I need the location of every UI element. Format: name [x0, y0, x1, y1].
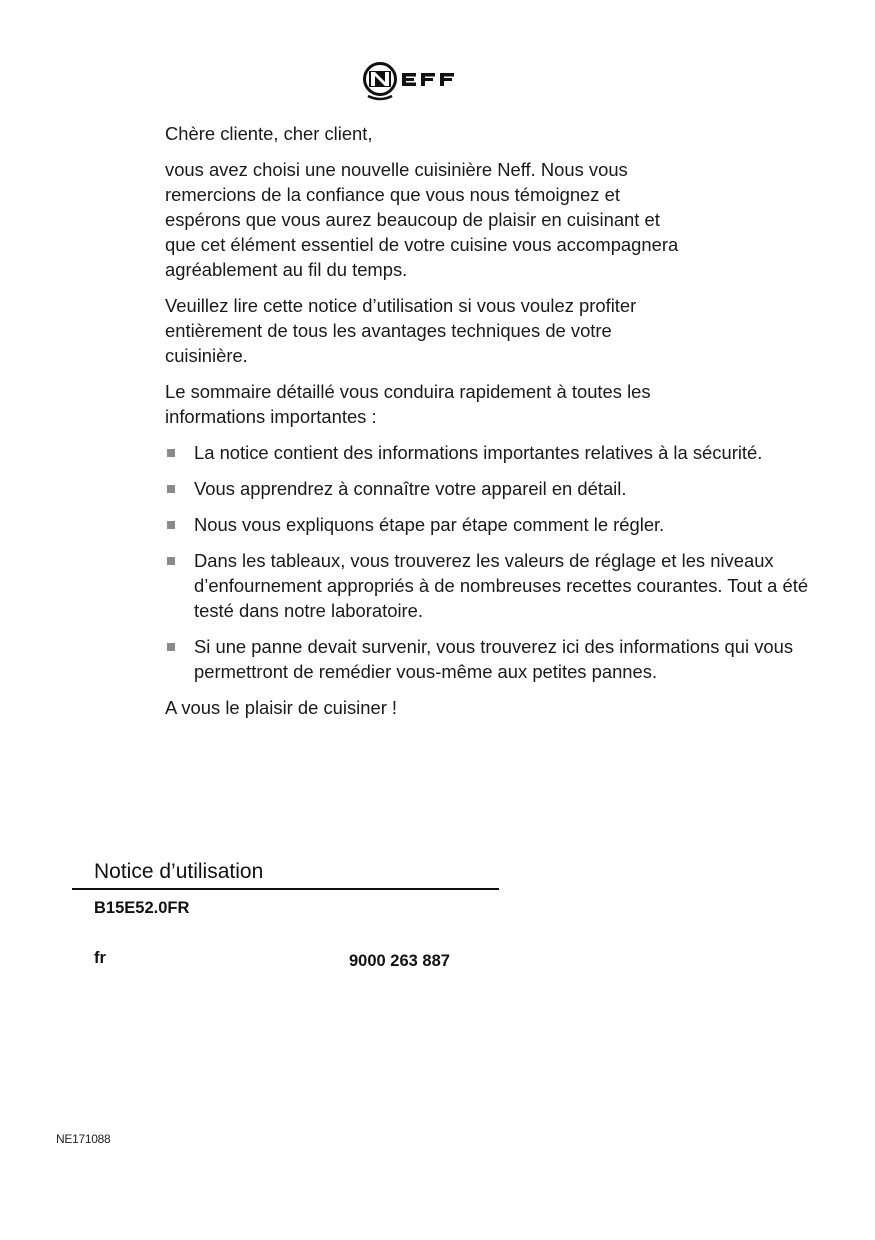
greeting: Chère cliente, cher client,: [165, 123, 373, 144]
square-bullet-icon: [167, 521, 175, 529]
notice-title: Notice d’utilisation: [94, 860, 264, 883]
letter-body: [165, 121, 845, 731]
list-item-text: La notice contient des informations importantes relatives à la sécurité.: [194, 442, 763, 463]
summary-paragraph: Le sommaire détaillé vous conduira rapidement à toutes les informations importantes :: [165, 381, 651, 427]
list-item-text: Dans les tableaux, vous trouverez les valeurs de réglage et les niveaux d’enfournement appropriés à de nombreuses recettes courantes. Tout a été testé dans notre laboratoire.: [194, 550, 809, 621]
square-bullet-icon: [167, 643, 175, 651]
language-code: fr: [94, 949, 106, 967]
list-item: [165, 512, 845, 537]
square-bullet-icon: [167, 485, 175, 493]
list-item: [165, 440, 845, 465]
square-bullet-icon: [167, 557, 175, 565]
list-item-text: Vous apprendrez à connaître votre appareil en détail.: [194, 478, 627, 499]
list-item-text: Nous vous expliquons étape par étape comment le régler.: [194, 514, 665, 535]
list-item: [165, 634, 819, 684]
model-number: B15E52.0FR: [94, 899, 190, 917]
read-notice-paragraph: Veuillez lire cette notice d’utilisation si vous voulez profiter entièrement de tous les avantages techniques de votre cuisinière.: [165, 295, 637, 366]
list-item: [165, 548, 819, 623]
intro-paragraph: vous avez choisi une nouvelle cuisinière Neff. Nous vous remercions de la confiance que vous nous témoignez et espérons que vous aurez beaucoup de plaisir en cuisinant et que cet élément essentiel de votre cuisine vous accompagnera agréablement au fil du temps.: [165, 159, 679, 280]
list-item-text: Si une panne devait survenir, vous trouverez ici des informations qui vous permettront de remédier vous-même aux petites pannes.: [194, 636, 794, 682]
part-number: 9000 263 887: [349, 952, 450, 970]
document-reference: NE171088: [56, 1132, 111, 1146]
square-bullet-icon: [167, 449, 175, 457]
bullet-list: [165, 440, 845, 684]
neff-logo-mark: [360, 62, 490, 102]
list-item: [165, 476, 845, 501]
neff-logo: [360, 62, 490, 102]
title-divider: [72, 888, 499, 890]
closing-line: A vous le plaisir de cuisiner !: [165, 697, 398, 718]
